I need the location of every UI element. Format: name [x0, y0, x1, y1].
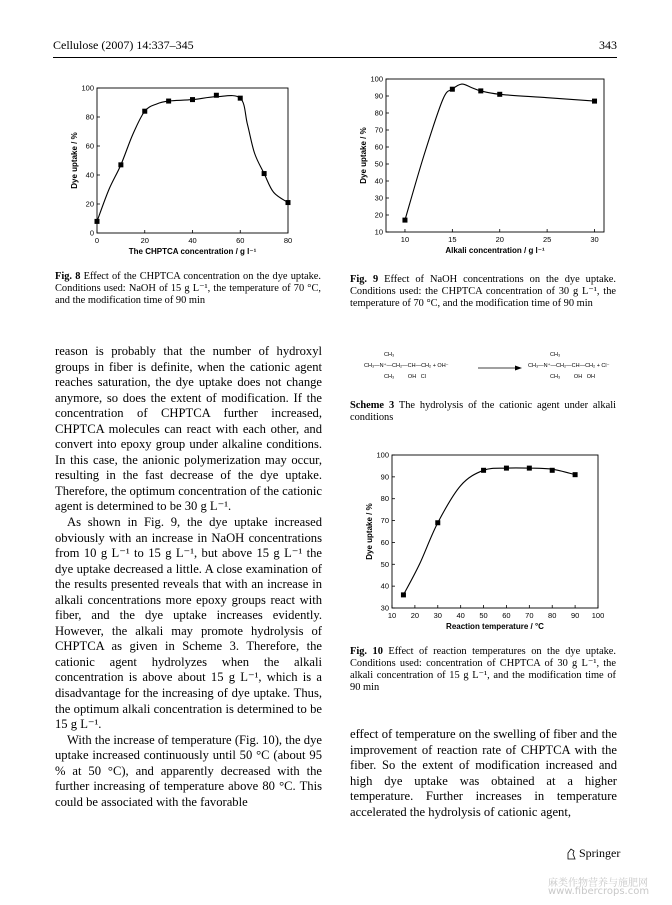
x-tick-label: 20	[140, 236, 149, 245]
scheme3-product-bottom: CH₃ OH OH	[550, 374, 596, 380]
y-tick-label: 90	[380, 472, 389, 482]
right-paragraph-1: effect of temperature on the swelling of fiber and the improvement of reaction rate of CHPTCA with the fiber. So the extent of modification increased and high dye uptake was obtained at a higher temperature. Further increases in temperature accelerated the hydrolysis of cationic agent,	[350, 727, 617, 819]
page-number: 343	[599, 38, 617, 52]
x-tick-label: 40	[456, 611, 465, 620]
data-point	[478, 88, 483, 93]
header-rule	[53, 57, 617, 58]
y-tick-label: 60	[380, 537, 389, 547]
fig10-chart	[350, 446, 615, 642]
scheme3-reactant: CH₃—N⁺—CH₂—CH—CH₂ + OH⁻	[364, 363, 449, 369]
x-tick-label: 40	[188, 236, 197, 245]
scheme3-caption-label: Scheme 3	[350, 400, 395, 411]
x-tick-label: 70	[525, 611, 534, 620]
data-point	[262, 171, 267, 176]
fig9-chart	[350, 66, 615, 266]
x-tick-label: 80	[283, 236, 293, 245]
data-point	[238, 96, 243, 101]
scheme3-reactant-top: CH₃	[384, 352, 395, 358]
data-point	[190, 97, 195, 102]
data-point	[573, 472, 578, 477]
data-point	[550, 468, 555, 473]
data-point	[450, 87, 455, 92]
plot-frame	[392, 455, 598, 608]
data-point	[504, 466, 509, 471]
x-axis-label: Alkali concentration / g l⁻¹	[445, 246, 545, 255]
y-tick-label: 40	[380, 581, 389, 591]
x-tick-label: 25	[542, 235, 552, 244]
fig8-caption-label: Fig. 8	[55, 271, 81, 282]
fit-curve	[405, 84, 595, 220]
plot-frame	[386, 79, 604, 232]
y-tick-label: 100	[370, 74, 383, 84]
scheme3-product-top: CH₃	[550, 352, 561, 358]
y-tick-label: 80	[374, 108, 383, 118]
scheme3-product: CH₃—N⁺—CH₂—CH—CH₂ + Cl⁻	[528, 363, 610, 369]
fig8-caption	[55, 271, 321, 307]
x-tick-label: 90	[570, 611, 580, 620]
fig9-caption-label: Fig. 9	[350, 274, 379, 285]
left-paragraph-3: With the increase of temperature (Fig. 10), the dye uptake increased continuously until 50 °C (about 95 % at 50 °C), and apparently decreased with the further increasing of temperature above 80 °C. This could be associated with the favorable	[55, 732, 322, 809]
x-tick-label: 60	[236, 236, 245, 245]
x-tick-label: 100	[591, 611, 605, 620]
x-tick-label: 60	[502, 611, 511, 620]
fig9-caption	[350, 274, 616, 310]
y-tick-label: 70	[380, 516, 389, 526]
y-tick-label: 10	[374, 227, 383, 237]
y-tick-label: 80	[85, 112, 94, 122]
data-point	[435, 520, 440, 525]
data-point	[497, 92, 502, 97]
data-point	[95, 219, 100, 224]
reaction-arrow	[478, 364, 522, 372]
watermark-cn: 麻类作物营养与施肥网	[548, 878, 648, 889]
left-body-text	[55, 344, 322, 810]
x-tick-label: 30	[590, 235, 599, 244]
y-axis-label: Dye uptake / %	[359, 127, 368, 184]
x-tick-label: 10	[400, 235, 410, 244]
publisher-logo	[566, 846, 620, 861]
y-tick-label: 60	[85, 141, 94, 151]
x-tick-label: 80	[548, 611, 557, 620]
fit-curve	[403, 468, 575, 595]
fig10-caption	[350, 646, 616, 694]
scheme3-reactant-bottom: CH₃ OH Cl	[384, 374, 426, 380]
y-axis-label: Dye uptake / %	[70, 132, 79, 189]
x-tick-label: 10	[387, 611, 397, 620]
data-point	[592, 99, 597, 104]
y-tick-label: 30	[380, 603, 389, 613]
x-tick-label: 0	[94, 236, 100, 245]
fig8-caption-text: Effect of the CHPTCA concentration on the dye uptake. Conditions used: NaOH of 15 g L⁻¹, the temperature of 70 °C, and the modification time of 90 min	[55, 271, 322, 306]
y-tick-label: 70	[374, 125, 383, 135]
y-tick-label: 80	[380, 494, 389, 504]
data-point	[481, 468, 486, 473]
y-tick-label: 100	[376, 450, 389, 460]
fig10-caption-label: Fig. 10	[350, 646, 383, 657]
x-tick-label: 20	[410, 611, 420, 620]
right-body-text	[350, 727, 617, 820]
fig9-caption-text: Effect of NaOH concentrations on the dye uptake. Conditions used: the CHPTCA concentration of 30 g L⁻¹, the temperature of 70 °C, and the modification time of 90 min	[350, 274, 616, 309]
y-tick-label: 90	[374, 91, 383, 101]
y-tick-label: 100	[81, 83, 94, 93]
data-point	[142, 109, 147, 114]
plot-frame	[97, 88, 288, 233]
springer-horse-icon	[566, 848, 576, 860]
scheme3-reaction	[350, 352, 618, 390]
y-tick-label: 0	[89, 228, 94, 238]
y-tick-label: 40	[85, 170, 94, 180]
data-point	[527, 466, 532, 471]
scheme3-caption	[350, 400, 616, 424]
y-tick-label: 50	[380, 559, 389, 569]
x-axis-label: Reaction temperature / °C	[446, 622, 544, 631]
data-point	[166, 99, 171, 104]
y-axis-label: Dye uptake / %	[365, 503, 374, 560]
watermark-url: www.fibercrops.com	[548, 886, 650, 897]
data-point	[401, 592, 406, 597]
springer-label: Springer	[579, 846, 621, 860]
y-tick-label: 20	[374, 210, 383, 220]
x-tick-label: 15	[448, 235, 457, 244]
y-tick-label: 30	[374, 193, 383, 203]
left-paragraph-1: reason is probably that the number of hydroxyl groups in fiber is definite, when the cationic agent reaches saturation, the dye uptake does not change anymore, so does the extent of modification. If the concentration of CHPTCA further increased, CHPTCA molecules can react with each other, and convert into epoxy group under alkaline conditions. In this case, the anionic polymerization may occur, resulting in the fast decrease of the dye uptake. Therefore, the optimum concentration of the cationic agent is determined to be 30 g L⁻¹.	[55, 344, 322, 514]
x-tick-label: 30	[433, 611, 442, 620]
journal-header: Cellulose (2007) 14:337–345	[53, 38, 194, 52]
x-tick-label: 50	[479, 611, 488, 620]
y-tick-label: 20	[85, 199, 94, 209]
y-tick-label: 50	[374, 159, 383, 169]
x-tick-label: 20	[495, 235, 504, 244]
data-point	[118, 162, 123, 167]
data-point	[402, 218, 407, 223]
y-tick-label: 40	[374, 176, 383, 186]
data-point	[286, 200, 291, 205]
scheme3-caption-text: The hydrolysis of the cationic agent under alkali conditions	[350, 400, 616, 423]
data-point	[214, 93, 219, 98]
fig8-chart	[55, 68, 310, 268]
y-tick-label: 60	[374, 142, 383, 152]
fit-curve	[97, 96, 288, 222]
x-axis-label: The CHPTCA concentration / g l⁻¹	[128, 247, 257, 256]
fig10-caption-text: Effect of reaction temperatures on the dye uptake. Conditions used: concentration of CHPTCA of 30 g L⁻¹, the alkali concentration of 15 g L⁻¹, and the modification time of 90 min	[350, 646, 616, 693]
left-paragraph-2: As shown in Fig. 9, the dye uptake increased obviously with an increase in NaOH concentrations from 10 g L⁻¹ to 15 g L⁻¹, but above 15 g L⁻¹ the dye uptake decreased a little. A close examination of the results presented reveals that with an increase in alkali concentrations more epoxy groups react with fiber, and the dye uptake increases evidently. However, the alkali may promote hydrolysis of CHPTCA as given in Scheme 3. Therefore, the cationic agent hydrolyzes when the alkali concentration is above about 15 g L⁻¹, which is a disadvantage for the increasing of dye uptake. Thus, the optimum alkali concentration is determined to be 15 g L⁻¹.	[55, 515, 322, 732]
